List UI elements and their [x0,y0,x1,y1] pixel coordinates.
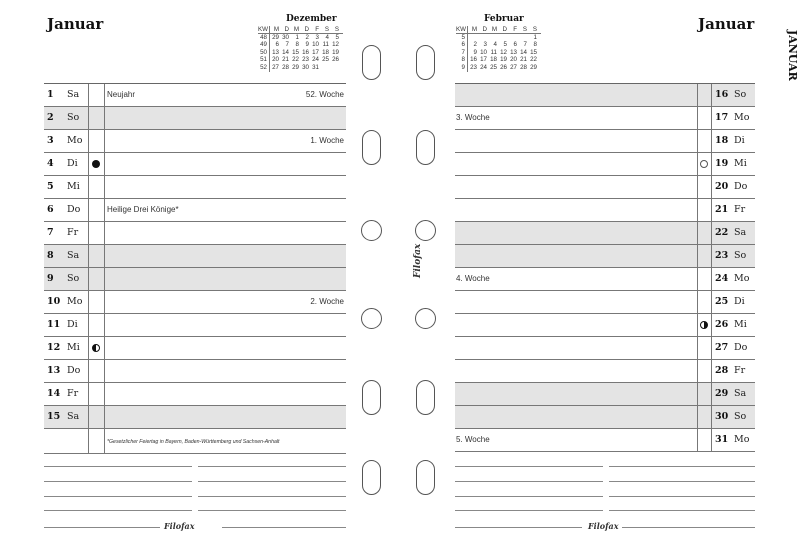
mini-calendar-cell: 18 [322,48,329,56]
note-line[interactable] [455,510,603,511]
spine-brand-logo: Filofax [413,243,423,278]
day-number: 8 [47,250,54,261]
day-row[interactable] [44,176,346,199]
day-row[interactable] [455,383,755,406]
note-line[interactable] [455,466,603,467]
mini-calendar-cell: 12 [500,48,507,56]
mini-calendar-cell: 22 [530,56,537,64]
mini-calendar-cell: 19 [500,56,507,64]
mini-calendar-cell: 11 [322,41,329,49]
mini-calendar-cell: 20 [272,56,279,64]
left-day-col-rule [88,84,89,454]
note-line[interactable] [198,510,346,511]
mini-calendar-cell: 18 [490,56,497,64]
day-name: Sa [734,388,747,399]
note-line[interactable] [609,481,755,482]
mini-calendar-header-cell: F [315,26,319,33]
mini-calendar-cell: 20 [510,56,517,64]
day-number: 30 [715,411,729,422]
footnote-text: *Gesetzlicher Feiertag in Bayern, Baden-Württemberg und Sachsen-Anhalt [107,439,280,445]
brand-rule [44,527,160,528]
day-row[interactable] [44,268,346,291]
day-row[interactable] [44,130,346,153]
mini-calendar-cell: 26 [500,63,507,71]
day-row[interactable] [455,314,755,337]
mini-calendar-header-cell: D [284,26,289,33]
mini-calendar-header-cell: D [304,26,309,33]
note-line[interactable] [609,466,755,467]
day-row[interactable] [455,268,755,291]
day-name: Mi [67,181,80,192]
mini-calendar-header-cell: D [482,26,487,33]
mini-calendar-cell: 10 [312,41,319,49]
day-name: Mi [734,319,747,330]
day-number: 29 [715,388,729,399]
day-name: Mo [734,273,750,284]
day-row[interactable] [455,107,755,130]
note-line[interactable] [44,481,192,482]
mini-calendar-cell: 7 [523,41,527,49]
left-mini-calendar [258,16,348,76]
day-name: Fr [67,388,79,399]
day-number: 26 [715,319,729,330]
mini-calendar-cell: 1 [295,34,299,41]
day-row[interactable] [455,291,755,314]
full-moon-icon [700,160,708,168]
mini-calendar-cell: 5 [503,41,507,49]
day-name: Mo [67,135,83,146]
day-name: Fr [734,365,746,376]
mini-calendar-cell: 2 [473,41,477,49]
day-row[interactable] [455,176,755,199]
mini-calendar-cell: 9 [473,48,477,56]
brand-rule [222,527,346,528]
binder-hole-oval [416,130,435,165]
mini-calendar-cell: 49 [260,41,267,49]
day-number: 22 [715,227,729,238]
day-name: Sa [67,89,80,100]
note-line[interactable] [609,496,755,497]
day-name: Sa [67,411,80,422]
week-label: 3. Woche [456,113,490,122]
note-line[interactable] [44,510,192,511]
binder-hole-oval [416,460,435,495]
left-moon-col-rule [104,84,105,454]
binder-hole-round [361,220,382,241]
day-name: So [67,273,80,284]
day-row[interactable] [455,130,755,153]
mini-calendar-header-cell: S [522,26,527,33]
mini-calendar-title: Dezember [286,14,337,24]
day-row[interactable] [455,406,755,429]
mini-calendar-cell: 1 [533,34,537,41]
day-name: Sa [734,227,747,238]
mini-calendar-cell: 27 [510,63,517,71]
mini-calendar-cell: 48 [260,34,267,41]
day-number: 6 [47,204,54,215]
mini-calendar-cell: 9 [305,41,309,49]
mini-calendar-cell: 13 [510,48,517,56]
mini-calendar-cell: 3 [315,34,319,41]
day-row[interactable] [455,84,755,107]
binder-hole-oval [362,45,381,80]
mini-calendar-cell: 23 [470,63,477,71]
week-label: 5. Woche [456,435,490,444]
left-brand-logo: Filofax [164,521,195,531]
mini-calendar-cell: 16 [470,56,477,64]
mini-calendar-cell: 21 [282,56,289,64]
mini-calendar-header-cell: S [324,26,329,33]
day-number: 28 [715,365,729,376]
day-name: So [734,89,747,100]
mini-calendar-cell: 11 [490,48,497,56]
mini-calendar-cell: 10 [480,48,487,56]
footnote-row [44,429,346,454]
day-name: Fr [67,227,79,238]
day-name: Di [67,158,78,169]
day-name: Sa [67,250,80,261]
day-name: Fr [734,204,746,215]
day-note: Neujahr [107,90,136,99]
day-row[interactable] [455,199,755,222]
day-row[interactable] [44,153,346,176]
brand-rule [455,527,582,528]
day-row[interactable] [44,406,346,429]
mini-calendar-cell: 52 [260,63,267,71]
day-row[interactable] [44,291,346,314]
day-row[interactable] [455,360,755,383]
day-number: 17 [715,112,729,123]
binder-hole-round [361,308,382,329]
day-name: Mo [734,112,750,123]
day-name: Mi [67,342,80,353]
day-row[interactable] [44,84,346,107]
note-line[interactable] [198,481,346,482]
mini-calendar-cell: 24 [480,63,487,71]
mini-calendar-header-cell: KW [258,26,268,33]
day-number: 10 [47,296,61,307]
day-number: 27 [715,342,729,353]
mini-calendar-cell: 17 [312,48,319,56]
day-number: 18 [715,135,729,146]
day-number: 3 [47,135,54,146]
binder-hole-round [415,220,436,241]
week-label: 2. Woche [310,297,344,306]
first-quarter-moon-icon [92,344,100,352]
mini-calendar-header-cell: S [334,26,339,33]
day-number: 31 [715,434,729,445]
mini-calendar-cell: 5 [335,34,339,41]
mini-calendar-cell: 6 [513,41,517,49]
note-line[interactable] [455,481,603,482]
mini-calendar-cell: 14 [282,48,289,56]
day-name: So [734,250,747,261]
mini-calendar-cell: 16 [302,48,309,56]
mini-calendar-header-cell: M [491,26,497,33]
mini-calendar-cell: 29 [292,63,299,71]
day-number: 11 [47,319,61,330]
note-line[interactable] [44,496,192,497]
day-row[interactable] [455,245,755,268]
right-month-title: Januar [698,15,755,33]
mini-calendar-title: Februar [484,14,524,24]
day-number: 23 [715,250,729,261]
mini-calendar-cell: 8 [461,56,465,64]
day-number: 24 [715,273,729,284]
binder-hole-oval [362,380,381,415]
day-number: 19 [715,158,729,169]
mini-calendar-cell: 14 [520,48,527,56]
mini-calendar-cell: 4 [325,34,329,41]
day-row[interactable] [44,245,346,268]
mini-calendar-header-cell: F [513,26,517,33]
day-name: Di [734,296,745,307]
mini-calendar-cell: 17 [480,56,487,64]
mini-calendar-cell: 30 [302,63,309,71]
mini-calendar-cell: 28 [520,63,527,71]
day-name: Do [67,204,81,215]
mini-calendar-cell: 2 [305,34,309,41]
day-number: 14 [47,388,61,399]
mini-calendar-cell: 6 [461,41,465,49]
day-number: 9 [47,273,54,284]
mini-calendar-cell: 8 [295,41,299,49]
day-number: 1 [47,89,54,100]
mini-calendar-cell: 30 [282,34,289,41]
mini-calendar-cell: 9 [461,63,465,71]
day-row[interactable] [455,222,755,245]
mini-calendar-header-cell: KW [456,26,466,33]
mini-calendar-cell: 4 [493,41,497,49]
mini-calendar-cell: 28 [282,63,289,71]
day-number: 13 [47,365,61,376]
mini-calendar-cell: 15 [292,48,299,56]
day-number: 15 [47,411,61,422]
mini-calendar-header-cell: D [502,26,507,33]
day-row[interactable] [44,199,346,222]
day-name: So [734,411,747,422]
day-name: Mo [734,434,750,445]
mini-calendar-header-cell: S [532,26,537,33]
mini-calendar-cell: 6 [275,41,279,49]
day-name: Di [734,135,745,146]
day-row[interactable] [44,314,346,337]
mini-calendar-cell: 50 [260,48,267,56]
day-note: Heilige Drei Könige* [107,205,179,214]
mini-calendar-cell: 21 [520,56,527,64]
day-number: 25 [715,296,729,307]
note-line[interactable] [198,466,346,467]
day-row[interactable] [455,337,755,360]
mini-calendar-header-cell: M [273,26,279,33]
mini-calendar-cell: 29 [272,34,279,41]
binder-hole-oval [416,380,435,415]
day-number: 12 [47,342,61,353]
day-number: 4 [47,158,54,169]
mini-calendar-cell: 7 [461,48,465,56]
mini-calendar-header-cell: M [293,26,299,33]
mini-calendar-cell: 27 [272,63,279,71]
mini-calendar-cell: 5 [461,34,465,41]
day-name: Di [67,319,78,330]
new-moon-icon [92,160,100,168]
day-row[interactable] [44,337,346,360]
mini-calendar-cell: 25 [322,56,329,64]
binder-hole-oval [416,45,435,80]
week-label: 4. Woche [456,274,490,283]
day-row[interactable] [455,153,755,176]
day-row[interactable] [455,429,755,452]
week-label: 1. Woche [310,136,344,145]
mini-calendar-cell: 3 [483,41,487,49]
mini-calendar-cell: 12 [332,41,339,49]
day-row[interactable] [44,360,346,383]
day-name: Mo [67,296,83,307]
mini-calendar-cell: 31 [312,63,319,71]
note-line[interactable] [198,496,346,497]
mini-calendar-header-cell: M [471,26,477,33]
binder-hole-oval [362,460,381,495]
mini-calendar-cell: 26 [332,56,339,64]
day-number: 5 [47,181,54,192]
day-row[interactable] [44,222,346,245]
day-row[interactable] [44,383,346,406]
day-row[interactable] [44,107,346,130]
day-name: Do [734,181,748,192]
mini-calendar-cell: 7 [285,41,289,49]
mini-calendar-cell: 13 [272,48,279,56]
left-month-title: Januar [47,15,104,33]
binder-hole-round [415,308,436,329]
right-brand-logo: Filofax [588,521,619,531]
mini-calendar-cell: 19 [332,48,339,56]
mini-calendar-cell: 15 [530,48,537,56]
day-name: So [67,112,80,123]
day-number: 20 [715,181,729,192]
day-number: 21 [715,204,729,215]
day-number: 7 [47,227,54,238]
right-moon-col-rule [697,84,698,452]
note-line[interactable] [609,510,755,511]
day-number: 2 [47,112,54,123]
right-mini-calendar [456,16,546,76]
day-name: Do [67,365,81,376]
mini-calendar-cell: 29 [530,63,537,71]
binder-hole-oval [362,130,381,165]
last-quarter-moon-icon [700,321,708,329]
mini-calendar-cell: 23 [302,56,309,64]
day-name: Mi [734,158,747,169]
mini-calendar-cell: 24 [312,56,319,64]
mini-calendar-cell: 25 [490,63,497,71]
side-tab-label: JANUAR [786,30,799,81]
note-line[interactable] [44,466,192,467]
day-name: Do [734,342,748,353]
mini-calendar-cell: 22 [292,56,299,64]
note-line[interactable] [455,496,603,497]
mini-calendar-cell: 8 [533,41,537,49]
right-day-col-rule [711,84,712,452]
mini-calendar-cell: 51 [260,56,267,64]
week-label: 52. Woche [305,90,344,99]
day-number: 16 [715,89,729,100]
brand-rule [622,527,755,528]
